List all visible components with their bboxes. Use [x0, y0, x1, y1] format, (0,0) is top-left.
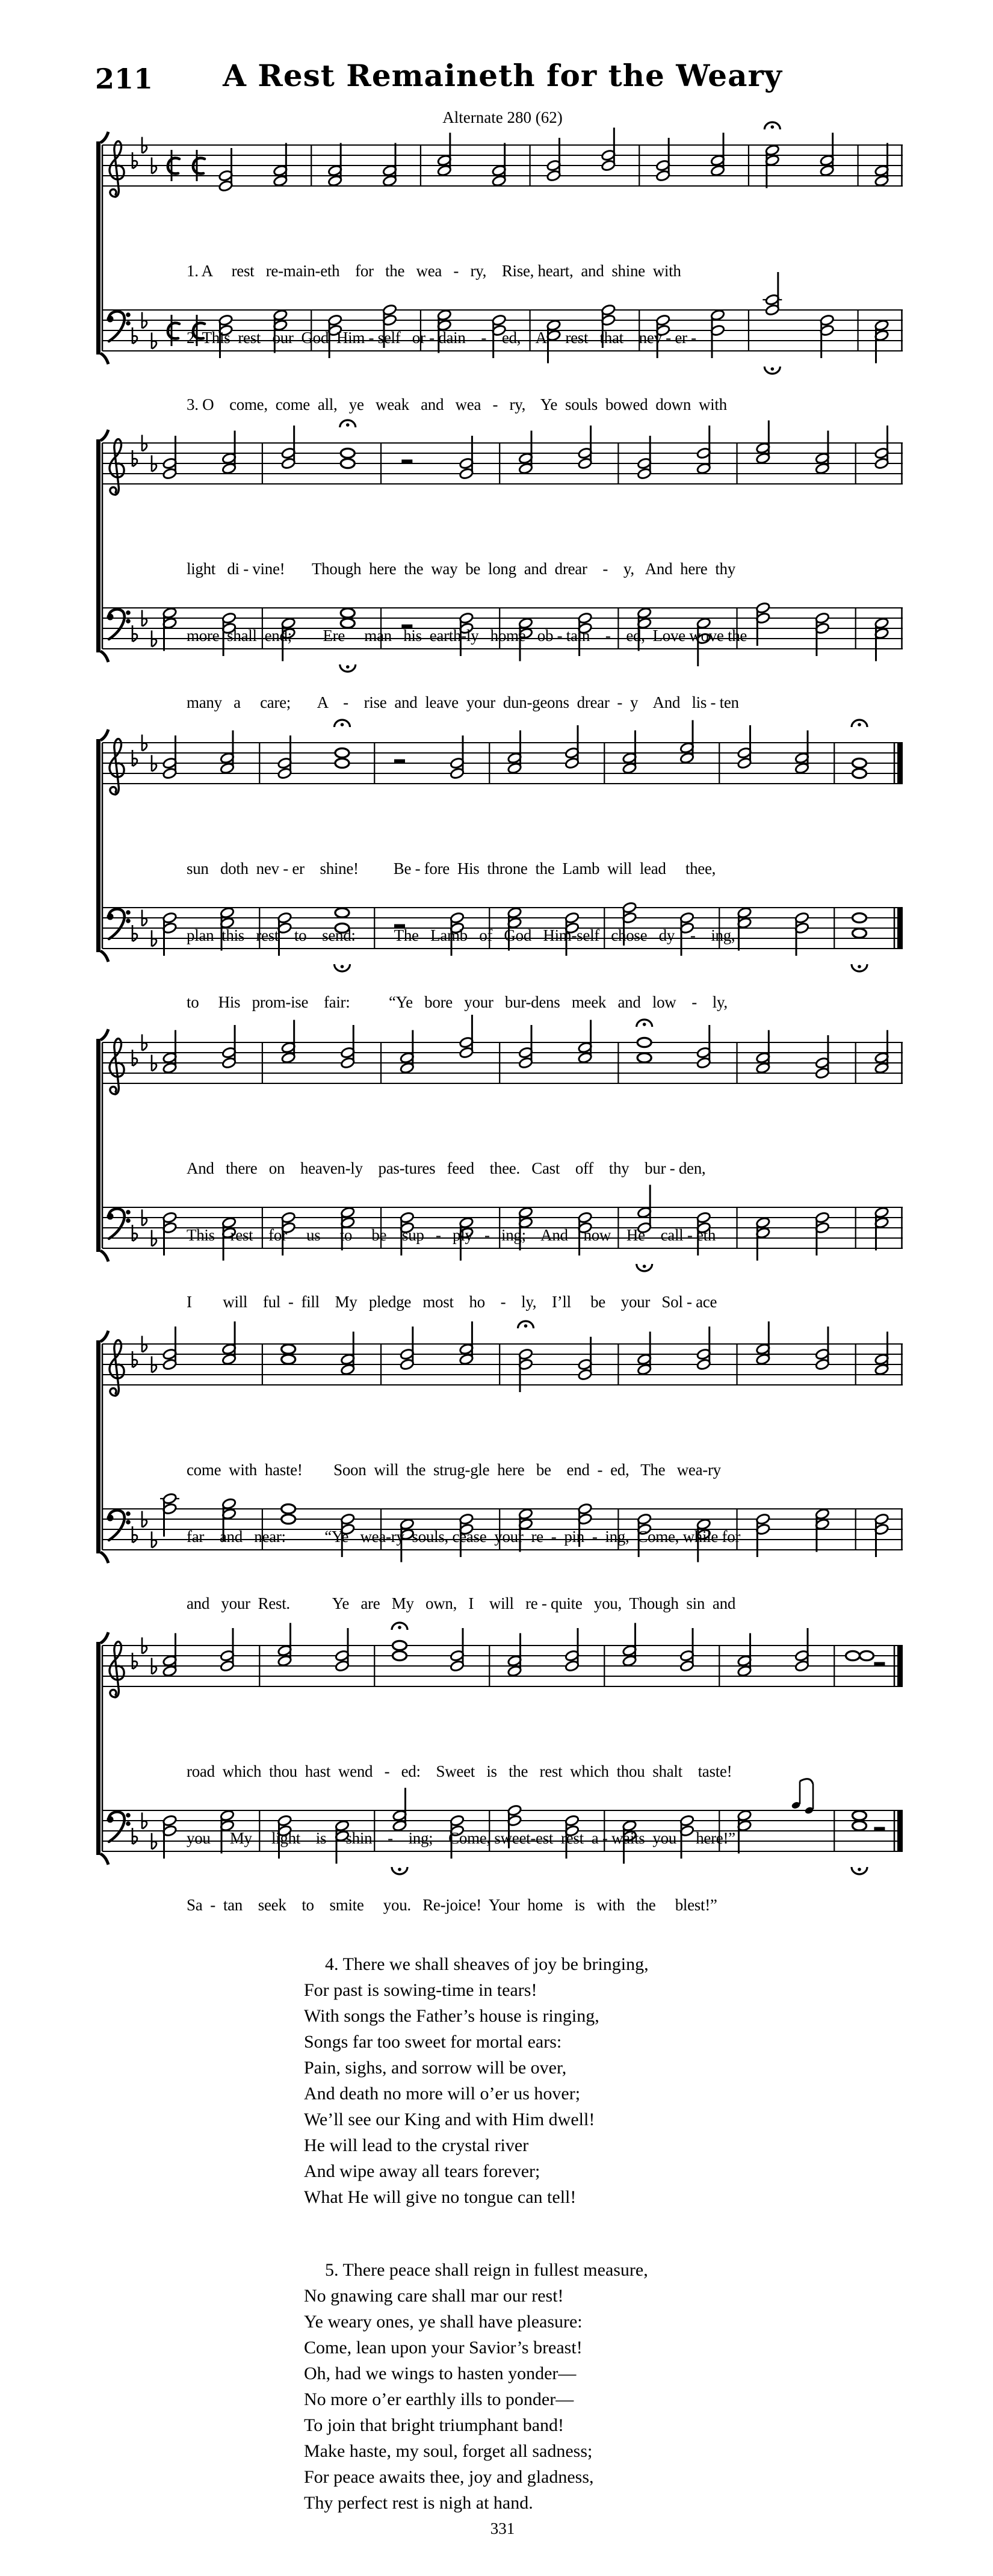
half-rest-icon	[401, 460, 412, 464]
flat-icon	[142, 1813, 147, 1829]
flat-icon	[152, 1658, 156, 1674]
lyric-line-verse-1: light di - vine! Though here the way be long and drear - y, And here thy	[187, 560, 735, 578]
lyric-line-verse-1: 1. A rest re-main-eth for the wea - ry, Rise, heart, and shine with	[187, 262, 681, 280]
music-system-2	[96, 410, 909, 711]
flat-icon	[152, 1833, 156, 1850]
verse-line: 4. There we shall sheaves of joy be bringing,	[325, 1954, 649, 1974]
lyric-line-verse-2: 2. This rest our God Him - self or - dain - ed, A rest that nev - er -	[187, 329, 696, 347]
verse-line: For peace awaits thee, joy and gladness,	[304, 2467, 594, 2487]
verse-line: Oh, had we wings to hasten yonder—	[304, 2364, 577, 2383]
verse-line: For past is sowing-time in tears!	[304, 1980, 537, 2000]
fermata-icon	[764, 122, 780, 129]
fermata-icon	[852, 720, 867, 727]
music-system-6	[96, 1613, 909, 1914]
verse-line: Come, lean upon your Savior’s breast!	[304, 2338, 583, 2358]
flat-icon	[142, 1336, 147, 1352]
flat-icon	[142, 1035, 147, 1051]
flat-icon	[152, 1230, 156, 1246]
flat-icon	[152, 930, 156, 947]
music-system-4	[96, 1010, 909, 1311]
flat-icon	[152, 1357, 156, 1373]
fermata-icon	[852, 1867, 867, 1874]
flat-icon	[142, 435, 147, 451]
verse-line: And death no more will o’er us hover;	[304, 2084, 581, 2104]
flat-icon	[142, 735, 147, 751]
flat-icon	[142, 312, 147, 329]
verse-line: Thy perfect rest is nigh at hand.	[304, 2493, 533, 2513]
treble-clef-icon	[110, 1642, 124, 1697]
music-system-3	[96, 710, 909, 1011]
treble-clef-icon	[110, 439, 124, 495]
verse-line: We’ll see our King and with Him dwell!	[304, 2110, 595, 2129]
fermata-icon	[852, 964, 867, 971]
flat-icon	[142, 910, 147, 926]
flat-icon	[152, 1532, 156, 1548]
lyric-line-verse-2: you My light is shin - ing; Come, sweet-est rest a - waits you here!”	[187, 1829, 735, 1847]
flat-icon	[152, 456, 156, 472]
lyric-line-verse-1: And there on heaven-ly pas-tures feed thee. Cast off thy bur - den,	[187, 1159, 706, 1177]
bass-clef-icon	[107, 609, 131, 639]
fermata-icon	[335, 720, 350, 727]
flat-icon	[142, 1511, 147, 1528]
flat-icon	[152, 333, 156, 349]
verse-line: And wipe away all tears forever;	[304, 2161, 540, 2181]
hymn-number: 211	[95, 63, 153, 95]
half-rest-icon	[874, 1662, 885, 1667]
flat-icon	[152, 631, 156, 647]
music-system-5	[96, 1311, 909, 1612]
lyric-line-verse-1: sun doth nev - er shine! Be - fore His throne the Lamb will lead thee,	[187, 859, 716, 878]
verse-line: Songs far too sweet for mortal ears:	[304, 2032, 562, 2052]
verse-line: Make haste, my soul, forget all sadness;	[304, 2441, 593, 2461]
bass-clef-icon	[107, 1510, 131, 1540]
page-number: 331	[490, 2519, 515, 2537]
verse-line: He will lead to the crystal river	[304, 2135, 529, 2155]
verse-line: What He will give no tongue can tell!	[304, 2187, 577, 2207]
lyric-line-verse-1: road which thou hast wend - ed: Sweet is the rest which thou shalt taste!	[187, 1762, 732, 1780]
lyrics-block	[187, 1716, 735, 1961]
lyric-line-verse-3: many a care; A - rise and leave your dun-geons drear - y And lis - ten	[187, 693, 739, 711]
bass-clef-icon	[107, 1209, 131, 1239]
music-system-1	[96, 113, 909, 413]
lyric-line-verse-2: more shall end; Ere man his earth-ly home ob - tain - ed, Love wove the	[187, 627, 747, 645]
flat-icon	[142, 1210, 147, 1226]
fermata-icon	[340, 420, 356, 427]
verse-line: With songs the Father’s house is ringing,	[304, 2006, 599, 2026]
half-rest-icon	[394, 760, 405, 764]
verse-5	[304, 2257, 648, 2516]
verse-line: Pain, sighs, and sorrow will be over,	[304, 2058, 567, 2078]
bass-clef-icon	[107, 909, 131, 939]
flat-icon	[152, 755, 156, 772]
lyric-line-verse-3: Sa - tan seek to smite you. Re-joice! Your home is with the blest!”	[187, 1896, 717, 1914]
flat-icon	[142, 1638, 147, 1654]
bass-clef-icon	[107, 1812, 131, 1842]
flat-icon	[152, 1055, 156, 1071]
hymn-title: A Rest Remaineth for the Weary	[223, 58, 782, 93]
lyric-line-verse-3: to His prom-ise fair: “Ye bore your bur-dens meek and low - ly,	[187, 993, 728, 1011]
treble-clef-icon	[110, 739, 124, 794]
verse-line: No gnawing care shall mar our rest!	[304, 2286, 564, 2306]
verse-line: Ye weary ones, ye shall have pleasure:	[304, 2312, 583, 2332]
verse-line: No more o’er earthly ills to ponder—	[304, 2389, 574, 2409]
fermata-icon	[392, 1623, 407, 1630]
flat-icon	[142, 610, 147, 627]
lyric-line-verse-2: plan this rest to send: The Lamb of God Him-self chose dy - ing,	[187, 926, 735, 944]
treble-clef-icon	[110, 1340, 124, 1396]
lyric-line-verse-3: 3. O come, come all, ye weak and wea - ry, Ye souls bowed down with	[187, 395, 727, 413]
flat-icon	[142, 137, 147, 153]
lyric-line-verse-2: far and near: “Ye wea-ry souls, cease your re - pin - ing, Come, while for	[187, 1528, 741, 1546]
verse-line: To join that bright triumphant band!	[304, 2415, 564, 2435]
lyric-line-verse-1: come with haste! Soon will the strug-gle here be end - ed, The wea-ry	[187, 1461, 721, 1479]
flat-icon	[152, 158, 156, 174]
hymn-subtitle: Alternate 280 (62)	[442, 108, 563, 126]
bass-clef-icon	[107, 311, 131, 341]
half-rest-icon	[874, 1827, 885, 1831]
verse-4	[304, 1951, 649, 2210]
fermata-icon	[764, 367, 780, 374]
treble-clef-icon	[110, 1039, 124, 1094]
verse-line: 5. There peace shall reign in fullest measure,	[325, 2260, 648, 2280]
fermata-icon	[518, 1321, 534, 1328]
fermata-icon	[637, 1020, 652, 1027]
lyric-line-verse-2: This rest for us to be sup - ply - ing; And now He call - eth	[187, 1226, 716, 1244]
lyric-line-verse-3: I will ful - fill My pledge most ho - ly, I’ll be your Sol - ace	[187, 1293, 717, 1311]
lyric-line-verse-3: and your Rest. Ye are My own, I will re - quite you, Though sin and	[187, 1594, 736, 1612]
treble-clef-icon	[110, 141, 124, 197]
eighth-notes-icon	[791, 1779, 814, 1815]
